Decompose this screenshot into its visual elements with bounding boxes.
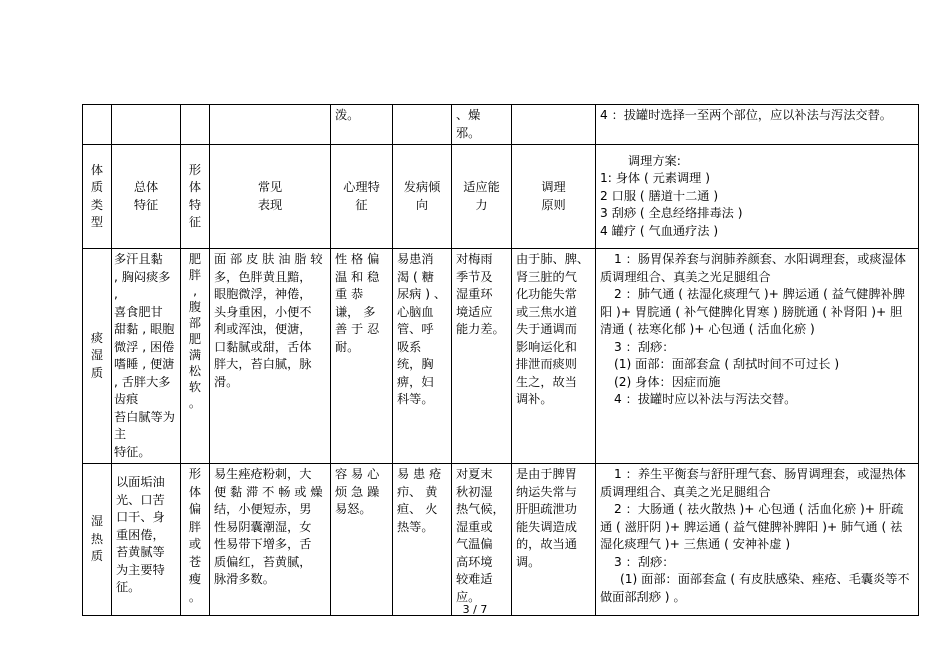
header-type: 体 质 类 型	[83, 145, 112, 249]
plan-step: (1) 面部：面部套盒 ( 有皮肤感染、痤疮、毛囊炎等不做面部刮痧 ) 。	[600, 572, 910, 604]
tanshi-type: 痰 湿 质	[83, 249, 112, 464]
header-plan	[596, 145, 919, 249]
shire-disease: 易 患 疮 疖、 黄 疸、 火 热等。	[393, 464, 452, 616]
plan-item: 4 罐疗 ( 气血通疗法 )	[600, 223, 719, 238]
tanshi-disease: 易患消 渴 ( 糖 尿病 ) 、 心脑血 管、呼 吸系 统，胸 痹，妇 科等。	[393, 249, 452, 464]
row-shire	[83, 464, 919, 616]
header-overall: 总体 特征	[112, 145, 181, 249]
header-common: 常见 表现	[210, 145, 331, 249]
plan-step: 1 ：养生平衡套与舒肝理气套、肠胃调理套，或湿热体质调理组合、真美之光足腿组合	[600, 467, 906, 499]
constitution-table	[82, 104, 919, 616]
header-psych: 心理特 征	[331, 145, 393, 249]
shire-shape: 形 体 偏 胖 或 苍 瘦 。	[181, 464, 210, 616]
cont-plan-cell: 4 ：拔罐时选择一至两个部位，应以补法与泻法交替。	[596, 105, 919, 145]
tanshi-psych: 性 格 偏 温 和 稳 重 恭 谦， 多 善 于 忍 耐。	[331, 249, 393, 464]
shire-overall: 以面垢油 光、口苦 口干、身 重困倦， 苔黄腻等 为主要特 征。	[112, 464, 181, 616]
plan-title: 调理方案:	[628, 153, 681, 168]
header-adapt: 适应能 力	[452, 145, 512, 249]
shire-type: 湿 热 质	[83, 464, 112, 616]
shire-principle: 是由于脾胃 纳运失常与 肝胆疏泄功 能失调造成 的，故当通 调。	[512, 464, 596, 616]
plan-step: 2 ：肺气通 ( 祛湿化痰理气 )+ 脾运通 ( 益气健脾补脾阳 )+ 胃脘通 ( 补气健脾化胃寒 ) 膀胱通 ( 补肾阳 )+ 胆清通 ( 祛寒化郁 )+ 心包通 ( 活血化瘀 )	[600, 287, 905, 336]
cont-psych-cell: 泼。	[331, 105, 393, 145]
tanshi-shape: 肥 胖 , 腹 部 肥 满 松 软 。	[181, 249, 210, 464]
plan-item: 1: 身体 ( 元素调理 )	[600, 171, 710, 186]
plan-step: 4 ：拔罐时应以补法与泻法交替。	[614, 392, 797, 406]
header-row	[83, 145, 919, 249]
shire-psych: 容 易 心 烦 急 躁 易怒。	[331, 464, 393, 616]
cont-adapt-cell: 、燥 邪。	[452, 105, 512, 145]
page-number: 3 / 7	[462, 603, 488, 616]
header-shape: 形 体 特 征	[181, 145, 210, 249]
plan-step: (1) 面部：面部套盒 ( 刮拭时间不可过长 )	[614, 357, 840, 371]
shire-adapt: 对夏末 秋初湿 热气候， 湿重或 气温偏 高环境 较难适 应。	[452, 464, 512, 616]
header-principle: 调理 原则	[512, 145, 596, 249]
tanshi-common: 面 部 皮 肤 油 脂 较 多，色胖黄且黯， 眼胞微浮，神倦， 头身重困，小便不 利或浑浊，便溏， 口黏腻或甜，舌体 胖大，苔白腻，脉 滑。	[210, 249, 331, 464]
plan-step: 3 ：刮痧：	[614, 339, 675, 354]
plan-step: 2 ：大肠通 ( 祛火散热 )+ 心包通 ( 活血化瘀 )+ 肝疏通 ( 滋肝阴 )+ 脾运通 ( 益气健脾补脾阳 )+ 肺气通 ( 祛湿化痰理气 )+ 三焦通 ( 安神补虚 )	[600, 502, 904, 551]
tanshi-plan	[596, 249, 919, 464]
tanshi-adapt: 对梅雨 季节及 湿重环 境适应 能力差。	[452, 249, 512, 464]
plan-step: (2) 身体：因症而施	[614, 374, 721, 389]
header-disease: 发病倾 向	[393, 145, 452, 249]
tanshi-overall: 多汗且黏 , 胸闷痰多 , 喜食肥甘 甜黏 , 眼胞 微浮 , 困倦 嗜睡 , 便溏 , 舌胖大多齿痕 苔白腻等为主 特征。	[112, 249, 181, 464]
tanshi-principle: 由于肺、脾、 肾三脏的气 化功能失常 或三焦水道 失于通调而 影响运化和 排泄而痰则 生之，故当 调补。	[512, 249, 596, 464]
row-tanshi	[83, 249, 919, 464]
plan-step: 3 ：刮痧：	[614, 554, 675, 569]
top-continuation-row	[83, 105, 919, 145]
shire-plan	[596, 464, 919, 616]
plan-item: 2 口服 ( 膳道十二通 )	[600, 188, 719, 203]
shire-common: 易生痤疮粉刺，大 便 黏 滞 不 畅 或 燥 结，小便短赤，男 性易阴囊潮湿，女 性易带下增多，舌 质偏红，苔黄腻， 脉滑多数。	[210, 464, 331, 616]
plan-item: 3 刮痧 ( 全息经络排毒法 )	[600, 206, 743, 221]
plan-step: 1 ：肠胃保养套与润肺养颜套、水阳调理套，或痰湿体质调理组合、真美之光足腿组合	[600, 252, 906, 284]
